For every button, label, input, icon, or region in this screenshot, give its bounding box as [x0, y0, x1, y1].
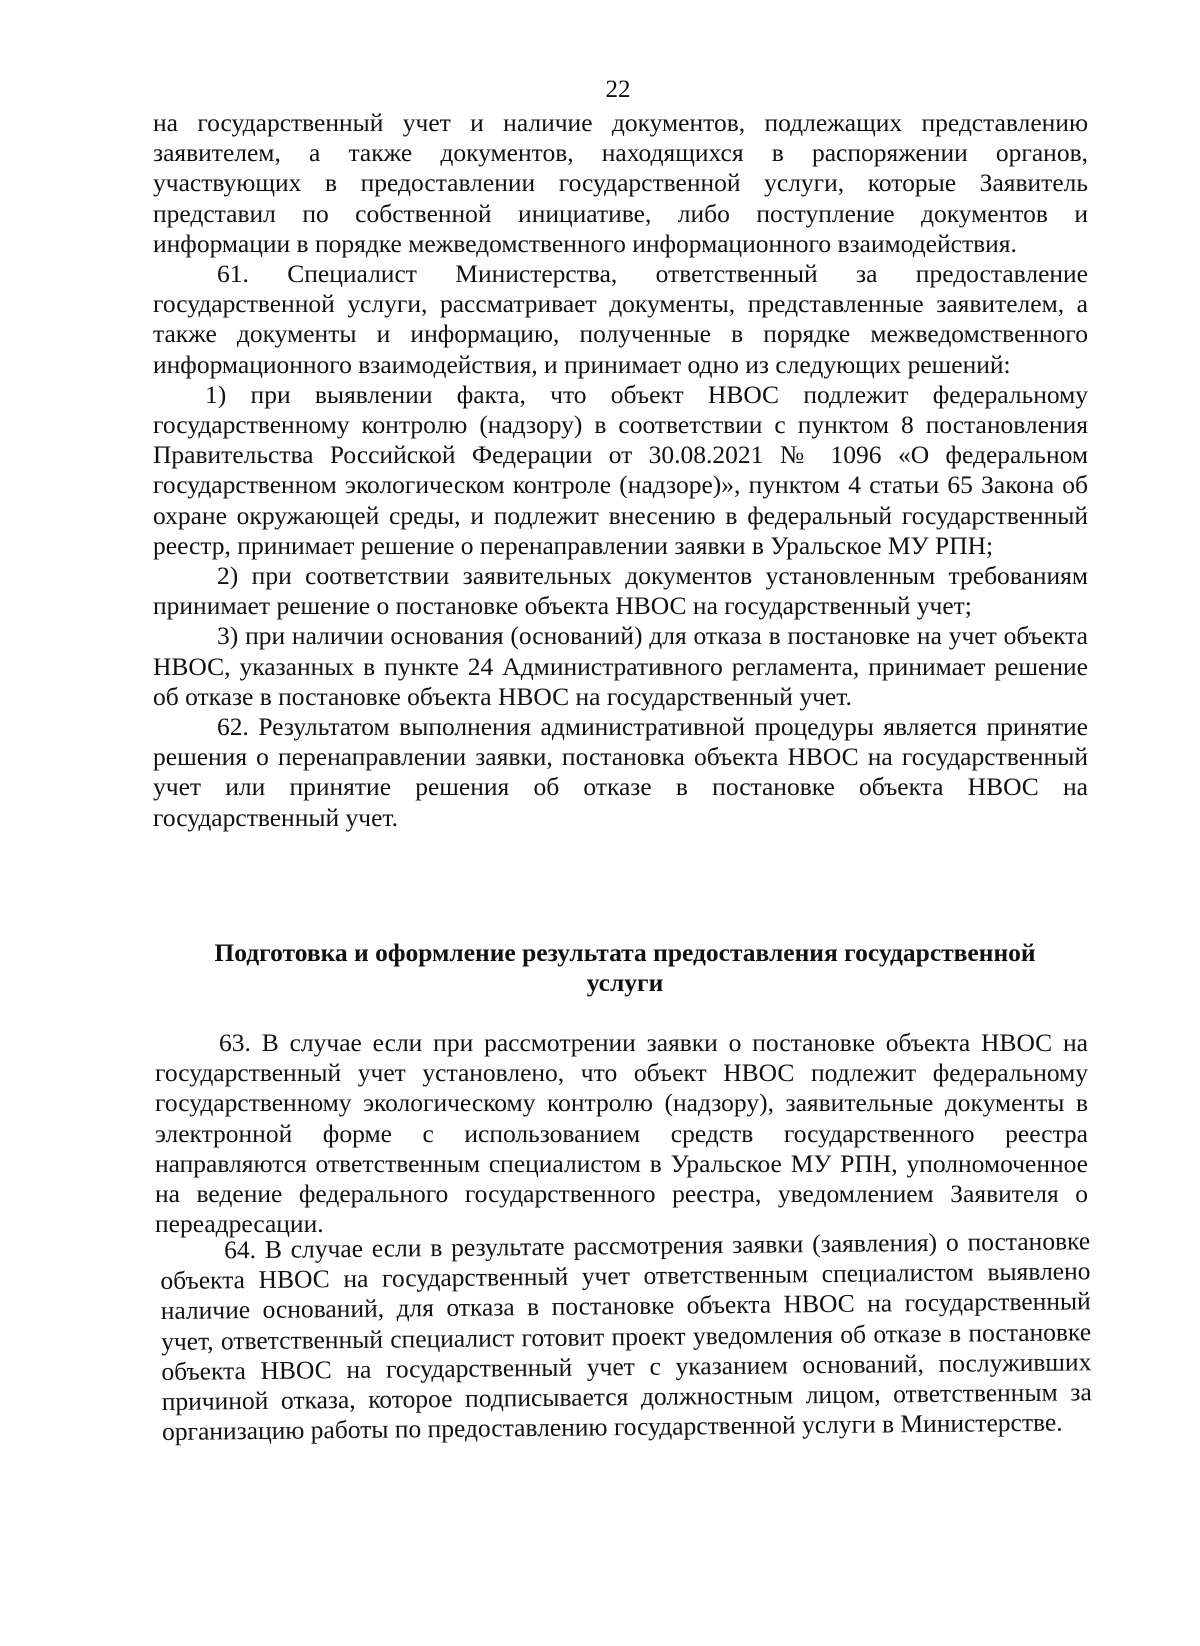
- text-block-top: [153, 108, 1088, 833]
- text-block-63: [155, 1028, 1088, 1239]
- page-number: 22: [605, 76, 631, 103]
- list-item-1: 1) при выявлении факта, что объект НВОС подлежит федеральному государственному контролю (надзору) в соответствии с пунктом 8 постановления Правительства Российской Федерации от 30.08.2021 № 1096 «О федеральном государственном экологическом контроле (надзоре)», пунктом 4 статьи 65 Закона об охране окружающей среды, и подлежит внесению в федеральный государственный реестр, принимает решение о перенаправлении заявки в Уральское МУ РПН;: [153, 379, 1088, 560]
- list-item-3: 3) при наличии основания (оснований) для отказа в постановке на учет объекта НВОС, указанных в пункте 24 Административного регламента, принимает решение об отказе в постановке объекта НВОС на государственный учет.: [153, 621, 1088, 711]
- paragraph-61: 61. Специалист Министерства, ответственный за предоставление государственной услуги, рассматривает документы, представленные заявителем, а также документы и информацию, полученные в порядке межведомственного информационного взаимодействия, и принимает одно из следующих решений:: [153, 259, 1088, 379]
- paragraph-64: 64. В случае если в результате рассмотрения заявки (заявления) о постановке объекта НВОС на государственный учет ответственным специалистом выявлено наличие оснований, для отказа в постановке объекта НВОС на государственный учет, ответственный специалист готовит проект уведомления об отказе в постановке объекта НВОС на государственный учет с указанием оснований, послуживших причиной отказа, которое подписывается должностным лицом, ответственным за организацию работы по предоставлению государственной услуги в Министерстве.: [160, 1226, 1092, 1447]
- text-block-64: [160, 1226, 1092, 1447]
- section-heading: Подготовка и оформление результата предоставления государственной услуги: [214, 938, 1036, 997]
- paragraph-continuation: на государственный учет и наличие документов, подлежащих представлению заявителем, а также документов, находящихся в распоряжении органов, участвующих в предоставлении государственной услуги, которые Заявитель представил по собственной инициативе, либо поступление документов и информации в порядке межведомственного информационного взаимодействия.: [153, 108, 1088, 258]
- paragraph-63: 63. В случае если при рассмотрении заявки о постановке объекта НВОС на государственный учет установлено, что объект НВОС подлежит федеральному государственному экологическому контролю (надзору), заявительные документы в электронной форме с использованием средств государственного реестра направляются ответственным специалистом в Уральское МУ РПН, уполномоченное на ведение федерального государственного реестра, уведомлением Заявителя о переадресации.: [155, 1028, 1088, 1239]
- paragraph-62: 62. Результатом выполнения административной процедуры является принятие решения о перенаправлении заявки, постановка объекта НВОС на государственный учет или принятие решения об отказе в постановке объекта НВОС на государственный учет.: [153, 712, 1088, 832]
- list-item-2: 2) при соответствии заявительных документов установленным требованиям принимает решение о постановке объекта НВОС на государственный учет;: [153, 561, 1088, 621]
